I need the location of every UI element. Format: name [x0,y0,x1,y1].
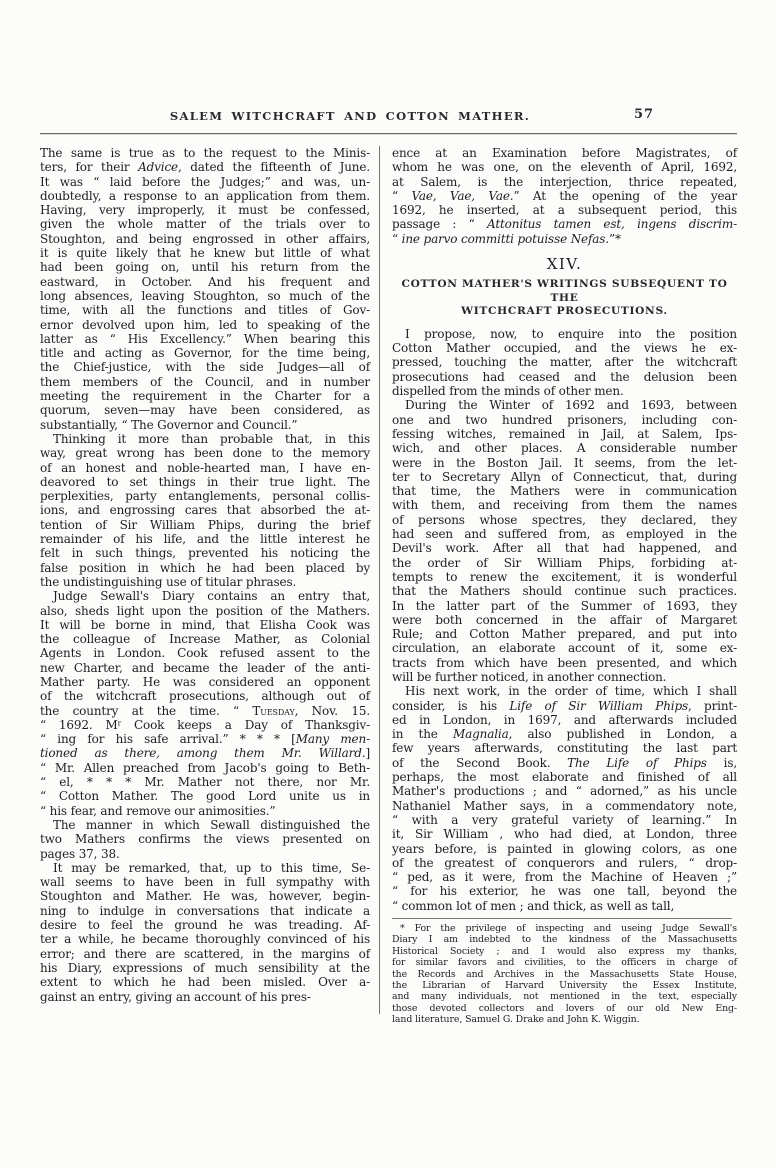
text-line: perplexities, party entanglements, personal collis- [40,489,370,504]
text-line: The manner in which Sewall distinguished the [53,817,370,832]
text-line: ters, for their Advice, dated the fifteenth of June. [40,160,371,175]
text-line: with them, and receiving from them the names [392,498,737,513]
text-line: way, great wrong has been done to the memory [40,446,370,461]
text-line: Having, very improperly, it must be confessed, [40,203,370,218]
text-line: “ for his exterior, he was one tall, beyond the [392,884,737,899]
section-heading-line-2: WITCHCRAFT PROSECUTIONS. [461,305,668,318]
text-line: “ ing for his safe arrival.” * * * [Many men- [40,732,370,747]
header-rule [40,133,737,134]
right-column-body [392,327,737,913]
text-line: error; and there are scattered, in the margins of [40,946,370,961]
running-header-title: SALEM WITCHCRAFT AND COTTON MATHER. [169,109,531,123]
text-line: gainst an entry, giving an account of his pres- [40,989,311,1004]
text-line: felt in such things, prevented his noticing the [40,546,370,561]
text-line: desire to feel the ground he was treading. Af- [40,918,370,933]
text-line: in the Magnalia, also published in London, a [392,727,737,742]
text-line: of the Second Book. The Life of Phips is, [392,755,737,770]
text-line: Historical Society ; and I would also express my thanks, [392,945,737,957]
text-line: two Mathers confirms the views presented on [40,832,370,847]
text-line: years before, is painted in glowing colors, as one [392,841,737,856]
text-line: “ Mr. Allen preached from Jacob's going to Beth- [40,760,370,775]
paragraph [392,327,737,398]
text-line: It will be borne in mind, that Elisha Cook was [40,617,370,632]
paragraph [40,861,370,1004]
text-line: time, with all the functions and titles of Gov- [40,303,370,318]
chapter-heading: XIV. [546,255,583,274]
text-line: wall seems to have been in full sympathy with [40,875,370,890]
text-line: had been going on, until his return from the [40,260,370,275]
text-line: tioned as there, among them Mr. Willard.] [40,746,370,761]
text-line: those devoted collectors and lovers of our old New Eng- [392,1002,737,1014]
text-line: them members of the Council, and in number [40,374,370,389]
text-line: the order of Sir William Phips, forbiding at- [392,555,737,570]
text-line: the Librarian of Harvard University the Essex Institute, [392,980,737,992]
text-line: Diary I am indebted to the kindness of the Massachusetts [392,934,737,946]
paragraph [392,146,737,246]
text-line: land literature, Samuel G. Drake and John K. Wiggin. [392,1014,640,1026]
text-line: meeting the requirement in the Charter for a [40,389,370,404]
text-line: for similar favors and civilities, to the officers in charge of [392,957,737,969]
text-line: Nathaniel Mather says, in a commendatory note, [392,798,737,813]
text-line: also, sheds light upon the position of the Mathers. [40,603,370,618]
text-line: given the whole matter of the trials over to [40,217,370,232]
text-line: dispelled from the minds of other men. [392,384,624,399]
text-line: the Records and Archives in the Massachusetts State House, [392,968,737,980]
text-line: Mather party. He was considered an opponent [40,674,370,689]
text-line: Cotton Mather occupied, and the views he ex- [392,341,737,356]
text-line: at Salem, is the interjection, thrice repeated, [392,174,737,189]
footnote [392,923,737,1026]
text-line: were both concerned in the affair of Margaret [392,612,737,627]
text-line: “ common lot of men ; and thick, as well as tall, [392,898,675,913]
text-line: extent to which he had been misled. Over a- [40,975,370,990]
text-line: 1692, he inserted, at a subsequent period, this [392,203,737,218]
text-line: long absences, leaving Stoughton, so much of the [40,288,370,303]
text-line: ed in London, in 1697, and afterwards included [392,712,737,727]
text-line: deavored to set things in their true light. The [40,474,370,489]
text-line: Thinking it more than probable that, in this [53,431,370,446]
text-line: his Diary, expressions of much sensibility at the [40,960,370,975]
text-line: were in the Boston Jail. It seems, from the let- [392,455,737,470]
text-line: “ his fear, and remove our animosities.” [40,803,276,818]
section-heading-line-1: COTTON MATHER'S WRITINGS SUBSEQUENT TO THE [401,278,728,304]
text-line: consider, is his Life of Sir William Phips, print- [392,698,738,713]
text-line: one and two hundred prisoners, including con- [392,412,737,427]
text-line: The same is true as to the request to the Minis- [40,146,370,160]
text-line: will be further noticed, in another connection. [392,670,667,684]
paragraph [40,146,370,432]
text-line: ning to indulge in conversations that indicate a [40,903,370,918]
text-line: Stoughton and Mather. He was, however, begin- [40,889,370,904]
text-line: “ Cotton Mather. The good Lord unite us in [40,789,370,804]
text-line: had seen and suffered from, as employed in the [392,527,737,542]
text-line: Agents in London. Cook refused assent to the [40,646,370,661]
paragraph [40,589,370,818]
text-line: it, Sir William , who had died, at London, three [392,827,737,842]
text-line: perhaps, the most elaborate and finished of all [392,770,737,785]
text-line: Mather's productions ; and “ adorned,” as his uncle [392,784,737,799]
right-text-column [392,146,737,1026]
text-line: the country at the time. “ Tuesday, Nov. 15. [40,703,370,718]
text-line: the colleague of Increase Mather, as Colonial [40,632,370,647]
text-line: of the greatest of conquerors and rulers, “ drop- [392,855,737,870]
text-line: ernor devolved upon him, led to speaking of the [40,317,370,332]
text-line: passage : “ Attonitus tamen est, ingens discrim- [392,217,737,232]
right-column-intro [392,146,737,246]
text-line: doubtedly, a response to an application from them. [40,188,370,203]
text-line: “ with a very grateful variety of learning.” In [392,812,737,827]
text-line: “ el, * * * Mr. Mather not there, nor Mr. [40,775,370,790]
paragraph [40,432,370,589]
text-line: In the latter part of the Summer of 1693, they [392,598,737,613]
text-line: His next work, in the order of time, which I shall [405,684,737,699]
text-line: that the Mathers should continue such practices. [392,584,737,599]
text-line: “ ped, as it were, from the Machine of Heaven ;” [392,870,737,885]
text-line: It was “ laid before the Judges;” and was, un- [40,174,370,189]
text-line: whom he was one, on the eleventh of April, 1692, [392,160,737,175]
text-line: the Chief-justice, with the side Judges—all of [40,360,370,375]
text-line: ter a while, he became thoroughly convinced of his [40,932,370,947]
text-line: it is quite likely that he knew but little of what [40,246,370,261]
text-line: tention of Sir William Phips, during the brief [40,517,370,532]
text-line: of persons whose spectres, they declared, they [392,512,737,527]
text-line: of an honest and noble-hearted man, I have en- [40,460,370,475]
text-line: substantially, “ The Governor and Council.” [40,417,298,432]
text-line: tracts from which have been presented, and which [392,655,737,670]
text-line: latter as “ His Excellency.” When bearing this [40,331,370,346]
text-line: eastward, in October. And his frequent and [40,274,370,289]
text-line: wich, and other places. A considerable number [392,441,737,456]
text-line: ter to Secretary Allyn of Connecticut, that, during [392,469,737,484]
text-line: pressed, touching the matter, after the witchcraft [392,355,737,370]
text-line: title and acting as Governor, for the time being, [40,346,370,361]
column-divider-rule [379,146,380,1014]
text-line: Devil's work. After all that had happened, and [392,541,737,556]
paragraph [392,684,737,913]
text-line: false position in which he had been placed by [40,560,370,575]
text-line: few years afterwards, constituting the last part [392,741,737,756]
text-line: I propose, now, to enquire into the position [405,326,737,341]
text-line: * For the privilege of inspecting and useing Judge Sewall's [400,923,737,935]
text-line: new Charter, and became the leader of the anti- [40,660,370,675]
text-line: During the Winter of 1692 and 1693, between [405,398,737,413]
text-line: fessing witches, remained in Jail, at Salem, Ips- [392,426,737,441]
paragraph [392,923,737,1026]
text-line: the undistinguishing use of titular phrases. [40,574,297,589]
text-line: quorum, seven—may have been considered, as [40,403,370,418]
text-line: that time, the Mathers were in communication [392,484,737,499]
left-text-column [40,146,370,1004]
text-line: “ 1692. $M^r$ Cook keeps a Day of Thanksgiv- [40,717,370,732]
text-line: of the witchcraft prosecutions, although out of [40,689,370,704]
text-line: “ ine parvo committi potuisse Nefas.”* [392,231,621,246]
text-line: ence at an Examination before Magistrates, of [392,146,737,160]
text-line: and many individuals, not mentioned in the text, especially [392,991,737,1003]
text-line: Judge Sewall's Diary contains an entry that, [53,589,370,604]
footnote-separator-rule [392,918,732,919]
text-line: Stoughton, and being engrossed in other affairs, [40,231,370,246]
text-line: circulation, an elaborate account of it, some ex- [392,641,737,656]
text-line: prosecutions had ceased and the delusion been [392,369,737,384]
paragraph [40,818,370,861]
paragraph [392,398,737,684]
text-line: “ Vae, Vae, Vae.” At the opening of the year [392,188,737,203]
text-line: remainder of his life, and the little interest he [40,532,370,547]
text-line: pages 37, 38. [40,846,120,861]
page-number: 57 [634,107,655,122]
section-heading [392,278,737,319]
text-line: It may be remarked, that, up to this time, Se- [53,860,370,875]
text-line: ions, and engrossing cares that absorbed the at- [40,503,370,518]
text-line: tempts to renew the excitement, it is wonderful [392,569,737,584]
text-line: Rule; and Cotton Mather prepared, and put into [392,627,737,642]
